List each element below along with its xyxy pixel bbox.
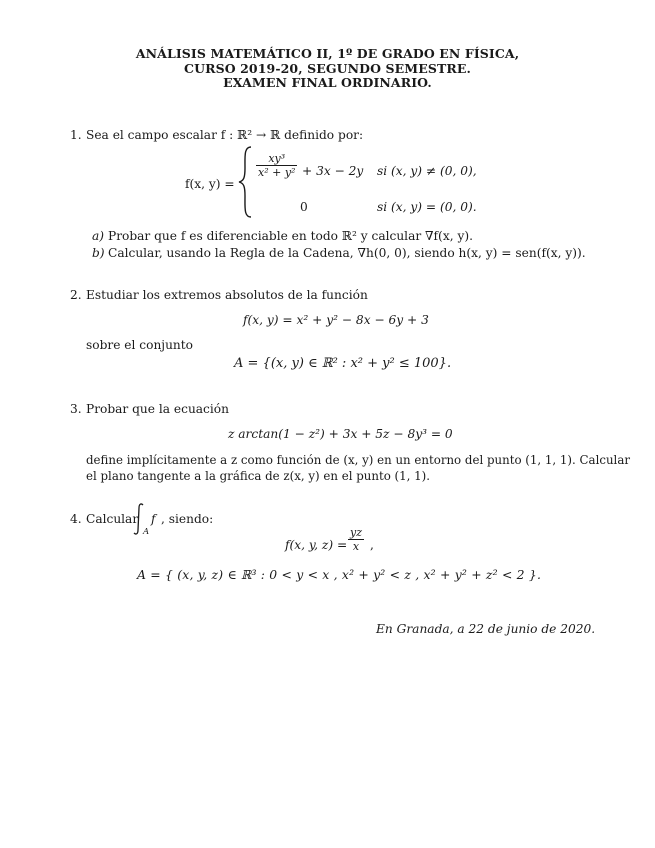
problem-3-statement: Probar que la ecuación — [86, 402, 229, 416]
f-denominator: x — [348, 539, 364, 553]
problem-2-set-formula: A = {(x, y) ∈ ℝ² : x² + y² ≤ 100}. — [234, 356, 452, 371]
part-a-text: Probar que f es diferenciable en todo ℝ² y calcular ∇f(x, y). — [108, 229, 473, 243]
problem-3-line-2: el plano tangente a la gráfica de z(x, y) en el punto (1, 1). — [86, 469, 431, 483]
case-2-condition: si (x, y) = (0, 0). — [377, 200, 477, 214]
problem-4-f-tail: , — [370, 538, 374, 552]
case-2-value: 0 — [300, 200, 308, 214]
problem-1-statement: Sea el campo escalar f : ℝ² → ℝ definido por: — [86, 128, 364, 142]
exam-header — [0, 47, 655, 91]
problem-1-number: 1. — [70, 128, 82, 142]
problem-4-f-fraction — [348, 526, 364, 553]
problem-1-lhs: f(x, y) = — [185, 177, 235, 191]
case-1-denominator: x² + y² — [258, 166, 296, 179]
part-a-label: a) — [92, 229, 105, 243]
problem-3-number: 3. — [70, 402, 82, 416]
part-b-text: Calcular, usando la Regla de la Cadena, ∇h(0, 0), siendo h(x, y) = sen(f(x, y)). — [108, 246, 586, 260]
problem-4-set-formula: A = { (x, y, z) ∈ ℝ³ : 0 < y < x , x² + y² < z , x² + y² + z² < 2 }. — [137, 567, 542, 582]
header-line-3: EXAMEN FINAL ORDINARIO. — [223, 75, 432, 90]
integrand: f — [151, 512, 156, 526]
header-line-1: ANÁLISIS MATEMÁTICO II, 1º DE GRADO EN FÍSICA, — [135, 46, 520, 61]
case-1-rest: + 3x − 2y — [302, 164, 364, 178]
place-date: En Granada, a 22 de junio de 2020. — [376, 622, 596, 636]
cases-brace-icon — [238, 146, 254, 218]
problem-3-line-1: define implícitamente a z como función de (x, y) en un entorno del punto (1, 1, 1). Calcular — [86, 453, 631, 467]
case-1-fraction — [256, 152, 297, 179]
problem-3-formula: z arctan(1 − z²) + 3x + 5z − 8y³ = 0 — [228, 427, 453, 441]
problem-4-lead: Calcular — [86, 512, 139, 526]
problem-4-number: 4. — [70, 512, 82, 526]
case-1-numerator: xy³ — [268, 152, 286, 165]
part-b-label: b) — [92, 246, 105, 260]
f-numerator: yz — [350, 526, 363, 539]
integral-domain: A — [143, 527, 150, 537]
problem-4-tail: , siendo: — [161, 512, 214, 526]
header-line-2: CURSO 2019-20, SEGUNDO SEMESTRE. — [184, 60, 471, 76]
problem-2-formula: f(x, y) = x² + y² − 8x − 6y + 3 — [243, 313, 429, 327]
case-1-condition: si (x, y) ≠ (0, 0), — [377, 164, 477, 178]
problem-4-f-lhs: f(x, y, z) = — [285, 538, 348, 552]
problem-2-statement: Estudiar los extremos absolutos de la función — [86, 288, 368, 302]
problem-2-number: 2. — [70, 288, 82, 302]
problem-2-set-intro: sobre el conjunto — [86, 338, 194, 352]
